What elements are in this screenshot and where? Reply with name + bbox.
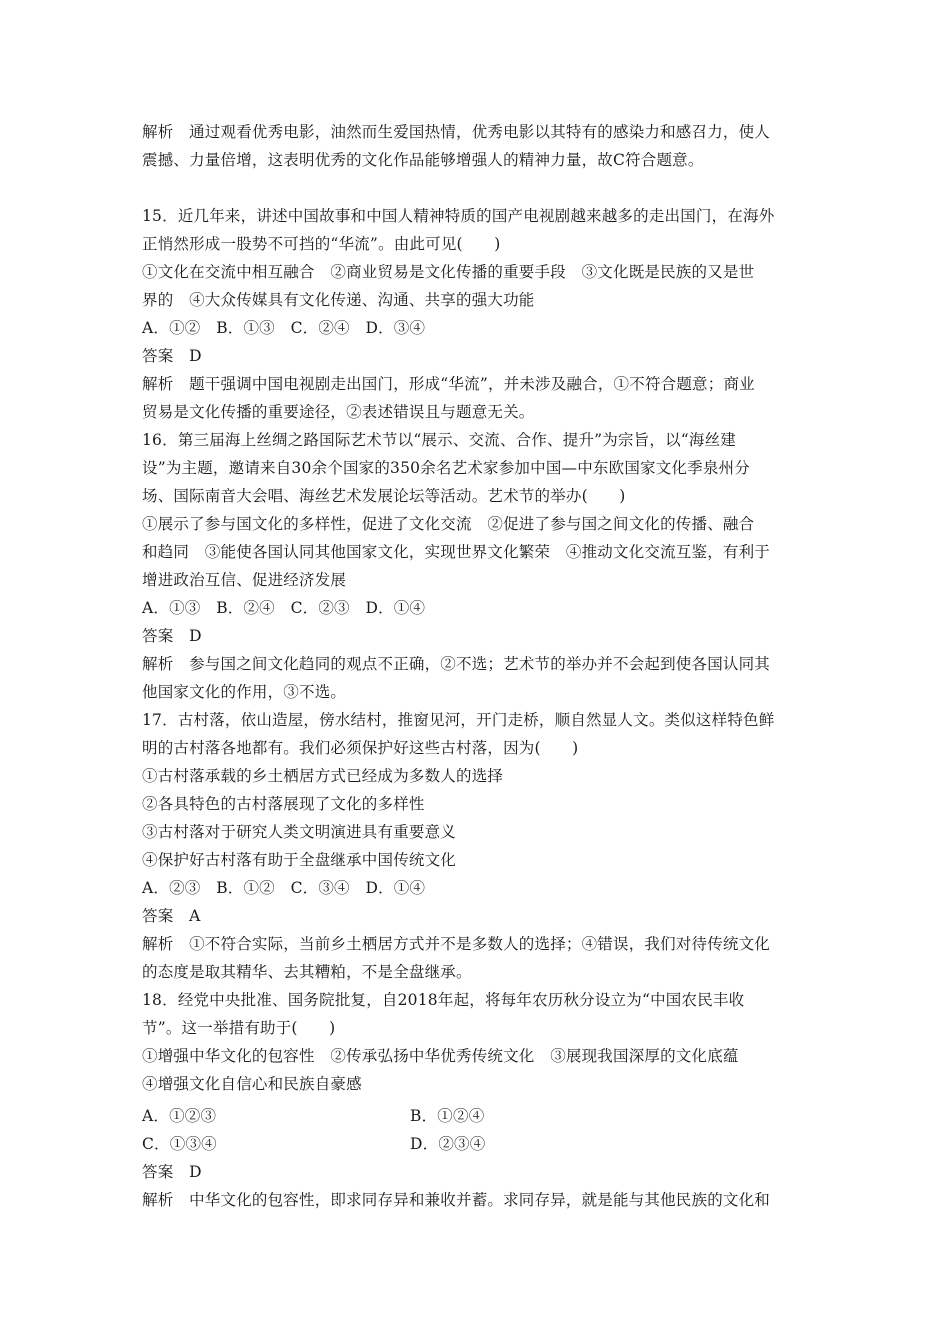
analysis-line: 解析 题干强调中国电视剧走出国门，形成“华流”，并未涉及融合，①不符合题意；商业 <box>142 375 755 393</box>
analysis-line: 解析 参与国之间文化趋同的观点不正确，②不选；艺术节的举办并不会起到使各国认同其 <box>142 655 771 673</box>
text-line: 节”。这一举措有助于( ) <box>142 1019 336 1037</box>
answer-line: 答案 D <box>142 1163 202 1181</box>
text-line: ①文化在交流中相互融合 ②商业贸易是文化传播的重要手段 ③文化既是民族的又是世 <box>142 263 755 281</box>
text-line: 贸易是文化传播的重要途径，②表述错误且与题意无关。 <box>142 403 535 421</box>
text-line: 设”为主题，邀请来自30余个国家的350余名艺术家参加中国—中东欧国家文化季泉州分 <box>142 459 750 477</box>
text-line: ④增强文化自信心和民族自豪感 <box>142 1075 362 1093</box>
text-line: ②各具特色的古村落展现了文化的多样性 <box>142 795 425 813</box>
text-line: 场、国际南音大会唱、海丝艺术发展论坛等活动。艺术节的举办( ) <box>142 487 626 505</box>
options-line: A．①③ B．②④ C．②③ D．①④ <box>142 599 426 617</box>
option-c: C．①③④ <box>142 1135 217 1153</box>
text-line: 正悄然形成一股势不可挡的“华流”。由此可见( ) <box>142 235 501 253</box>
option-b: B．①②④ <box>410 1107 485 1125</box>
text-line: ①古村落承载的乡土栖居方式已经成为多数人的选择 <box>142 767 504 785</box>
options-line: A．①② B．①③ C．②④ D．③④ <box>142 319 426 337</box>
question-15-stem: 15．近几年来，讲述中国故事和中国人精神特质的国产电视剧越来越多的走出国门，在海外 <box>142 207 775 225</box>
option-d: D．②③④ <box>410 1135 486 1153</box>
text-line: 和趋同 ③能使各国认同其他国家文化，实现世界文化繁荣 ④推动文化交流互鉴，有利于 <box>142 543 771 561</box>
option-a: A．①②③ <box>142 1107 217 1125</box>
question-17-stem: 17．古村落，依山造屋，傍水结村，推窗见河，开门走桥，顺自然显人文。类似这样特色鲜 <box>142 711 775 729</box>
answer-line: 答案 D <box>142 627 202 645</box>
question-16-stem: 16．第三届海上丝绸之路国际艺术节以“展示、交流、合作、提升”为宗旨，以“海丝建 <box>142 431 736 449</box>
text-line: 的态度是取其精华、去其糟粕，不是全盘继承。 <box>142 963 472 981</box>
text-line: ①展示了参与国文化的多样性，促进了文化交流 ②促进了参与国之间文化的传播、融合 <box>142 515 755 533</box>
text-line: 他国家文化的作用，③不选。 <box>142 683 347 701</box>
text-line: ①增强中华文化的包容性 ②传承弘扬中华优秀传统文化 ③展现我国深厚的文化底蕴 <box>142 1047 739 1065</box>
question-18-stem: 18．经党中央批准、国务院批复，自2018年起，将每年农历秋分设立为“中国农民丰收 <box>142 991 745 1009</box>
options-line: A．②③ B．①② C．③④ D．①④ <box>142 879 426 897</box>
answer-line: 答案 D <box>142 347 202 365</box>
text-line: ③古村落对于研究人类文明演进具有重要意义 <box>142 823 457 841</box>
text-line: 界的 ④大众传媒具有文化传递、沟通、共享的强大功能 <box>142 291 535 309</box>
text-line: 明的古村落各地都有。我们必须保护好这些古村落，因为( ) <box>142 739 579 757</box>
analysis-line: 解析 中华文化的包容性，即求同存异和兼收并蓄。求同存异，就是能与其他民族的文化和 <box>142 1191 771 1209</box>
answer-line: 答案 A <box>142 907 201 925</box>
text-line: 解析 通过观看优秀电影，油然而生爱国热情，优秀电影以其特有的感染力和感召力，使人 <box>142 123 771 141</box>
text-line: ④保护好古村落有助于全盘继承中国传统文化 <box>142 851 457 869</box>
analysis-line: 解析 ①不符合实际，当前乡土栖居方式并不是多数人的选择；④错误，我们对待传统文化 <box>142 935 771 953</box>
text-line: 增进政治互信、促进经济发展 <box>142 571 347 589</box>
text-line: 震撼、力量倍增，这表明优秀的文化作品能够增强人的精神力量，故C符合题意。 <box>142 151 704 169</box>
